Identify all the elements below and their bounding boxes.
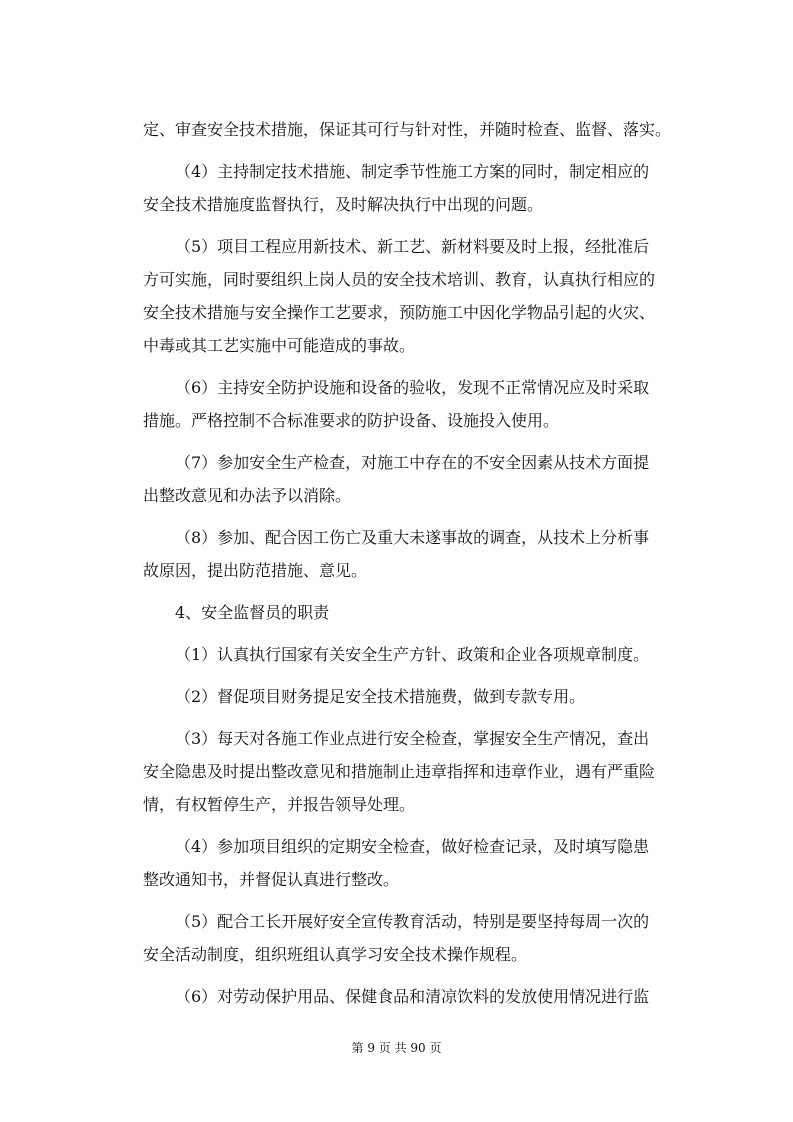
text-line: （6）主持安全防护设施和设备的验收，发现不正常情况应及时采取	[175, 378, 650, 397]
section-heading	[143, 596, 656, 629]
page-number-footer: 第 9 页 共 90 页	[351, 1041, 442, 1055]
text-line: 出整改意见和办法予以消除。	[143, 486, 352, 505]
text-line: （4）主持制定技术措施、制定季节性施工方案的同时，制定相应的	[175, 162, 650, 181]
paragraph	[143, 980, 656, 1013]
text-line: （2）督促项目财务提足安全技术措施费，做到专款专用。	[175, 687, 586, 706]
text-line: 整改通知书，并督促认真进行整改。	[143, 870, 400, 889]
paragraph	[143, 155, 656, 221]
text-line: 安全技术措施与安全操作工艺要求，预防施工中因化学物品引起的火灾、	[143, 303, 656, 322]
text-line: （8）参加、配合因工伤亡及重大未遂事故的调查，从技术上分析事	[175, 528, 650, 547]
paragraph	[143, 638, 656, 671]
paragraph	[143, 521, 656, 587]
text-line: （5）项目工程应用新技术、新工艺、新材料要及时上报，经批准后	[175, 237, 650, 256]
text-line: 定、审查安全技术措施，保证其可行与针对性，并随时检查、监督、落实。	[143, 120, 672, 139]
text-line: 情，有权暂停生产，并报告领导处理。	[143, 795, 416, 814]
text-line: 方可实施，同时要组织上岗人员的安全技术培训、教育，认真执行相应的	[143, 270, 656, 289]
text-line: 安全技术措施度监督执行，及时解决执行中出现的问题。	[143, 195, 544, 214]
paragraph	[143, 230, 656, 362]
paragraph	[143, 446, 656, 512]
paragraph	[143, 371, 656, 437]
text-line: （7）参加安全生产检查，对施工中存在的不安全因素从技术方面提	[175, 453, 650, 472]
paragraph	[143, 830, 656, 896]
text-line: （1）认真执行国家有关安全生产方针、政策和企业各项规章制度。	[175, 645, 650, 664]
text-line: （3）每天对各施工作业点进行安全检查，掌握安全生产情况，查出	[175, 729, 650, 748]
text-line: （5）配合工长开展好安全宣传教育活动，特别是要坚持每周一次的	[175, 912, 650, 931]
section-title: 4、安全监督员的职责	[175, 603, 330, 622]
document-body	[143, 113, 672, 1022]
text-line: 措施。严格控制不合标准要求的防护设备、设施投入使用。	[143, 411, 560, 430]
text-line: 中毒或其工艺实施中可能造成的事故。	[143, 336, 416, 355]
paragraph	[143, 680, 656, 713]
paragraph	[143, 905, 656, 971]
paragraph	[143, 722, 656, 821]
text-line: 安全隐患及时提出整改意见和措施制止违章指挥和违章作业，遇有严重险	[143, 762, 656, 781]
text-line: （4）参加项目组织的定期安全检查，做好检查记录，及时填写隐患	[175, 837, 650, 856]
text-line: 安全活动制度，组织班组认真学习安全技术操作规程。	[143, 945, 528, 964]
text-line: （6）对劳动保护用品、保健食品和清凉饮料的发放使用情况进行监	[175, 987, 650, 1006]
text-line: 故原因，提出防范措施、意见。	[143, 561, 368, 580]
paragraph	[143, 113, 672, 146]
